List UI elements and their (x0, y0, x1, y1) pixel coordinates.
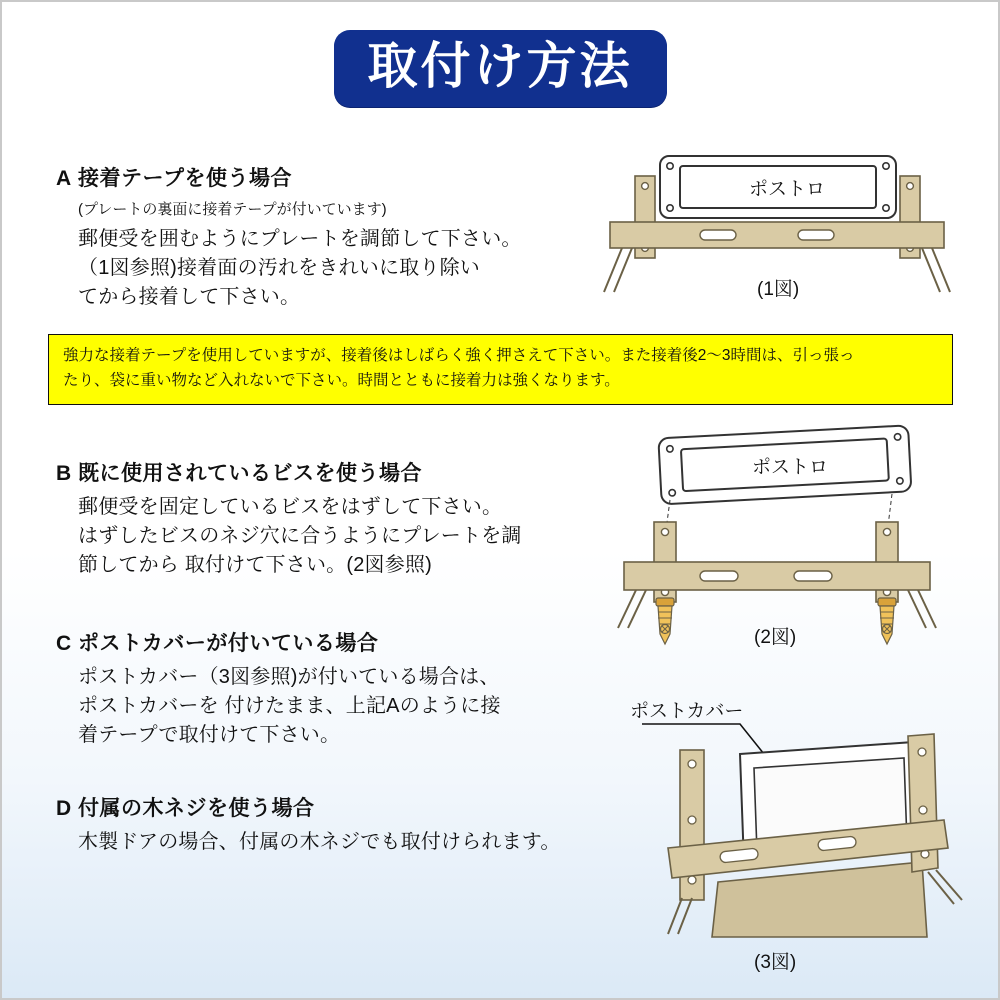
figure-3-caption: (3図) (754, 952, 797, 973)
section-c-body-line: ポストカバー（3図参照)が付いている場合は、 (78, 666, 500, 688)
figure-2 (592, 422, 962, 652)
section-c (56, 627, 501, 750)
figure-1-caption: (1図) (757, 279, 800, 300)
section-b-body (78, 493, 522, 580)
section-d-body (78, 828, 561, 857)
section-a-body-line: 郵便受を囲むようにプレートを調節して下さい。 (78, 228, 522, 250)
section-a-body-line: （1図参照)接着面の汚れをきれいに取り除い (78, 257, 480, 279)
section-c-body-line: ポストカバーを 付けたまま、上記Aのように接 (78, 695, 501, 717)
figure-2-caption: (2図) (754, 627, 797, 648)
section-b-body-line: 郵便受を固定しているビスをはずして下さい。 (78, 496, 503, 518)
section-d (56, 792, 561, 857)
section-b-body-line: はずしたビスのネジ穴に合うようにプレートを調 (78, 525, 522, 547)
section-c-body (78, 663, 501, 750)
section-b-heading-text: 既に使用されているビスを使う場合 (78, 462, 422, 485)
section-b-body-line: 節してから 取付けて下さい。(2図参照) (78, 554, 432, 576)
screw-right (878, 598, 896, 644)
section-b-heading (56, 457, 522, 487)
warning-line: 強力な接着テープを使用していますが、接着後はしばらく強く押さえて下さい。また接着後2～3時間は、引っ張っ (63, 347, 855, 364)
section-a-heading-text: 接着テープを使う場合 (78, 167, 292, 190)
section-c-letter: C (56, 632, 72, 655)
section-d-body-line: 木製ドアの場合、付属の木ネジでも取付けられます。 (78, 831, 561, 853)
section-c-body-line: 着テープで取付けて下さい。 (78, 724, 341, 746)
title-banner (2, 30, 998, 107)
warning-banner (48, 334, 953, 405)
section-b (56, 457, 522, 580)
section-a-heading (56, 162, 522, 192)
section-d-letter: D (56, 797, 72, 820)
section-d-heading-text: 付属の木ネジを使う場合 (78, 797, 315, 820)
page-title: 取付け方法 (334, 30, 667, 107)
section-d-heading (56, 792, 561, 822)
section-a-body-line: てから接着して下さい。 (78, 286, 301, 308)
section-a (56, 162, 522, 312)
screw-left (656, 598, 674, 644)
section-a-body (78, 225, 522, 312)
figure-3 (622, 702, 972, 942)
figure-1-plate-text: ポストロ (748, 179, 825, 200)
section-a-letter: A (56, 167, 72, 190)
figure-3-callout-label: ポストカバー (630, 701, 744, 722)
warning-line: たり、袋に重い物など入れないで下さい。時間とともに接着力は強くなります。 (63, 371, 620, 389)
section-c-heading (56, 627, 501, 657)
section-a-note: (プレートの裏面に接着テープが付いています) (78, 201, 387, 218)
section-c-heading-text: ポストカバーが付いている場合 (78, 632, 379, 655)
section-b-letter: B (56, 462, 72, 485)
figure-2-plate-text: ポストロ (751, 457, 828, 478)
